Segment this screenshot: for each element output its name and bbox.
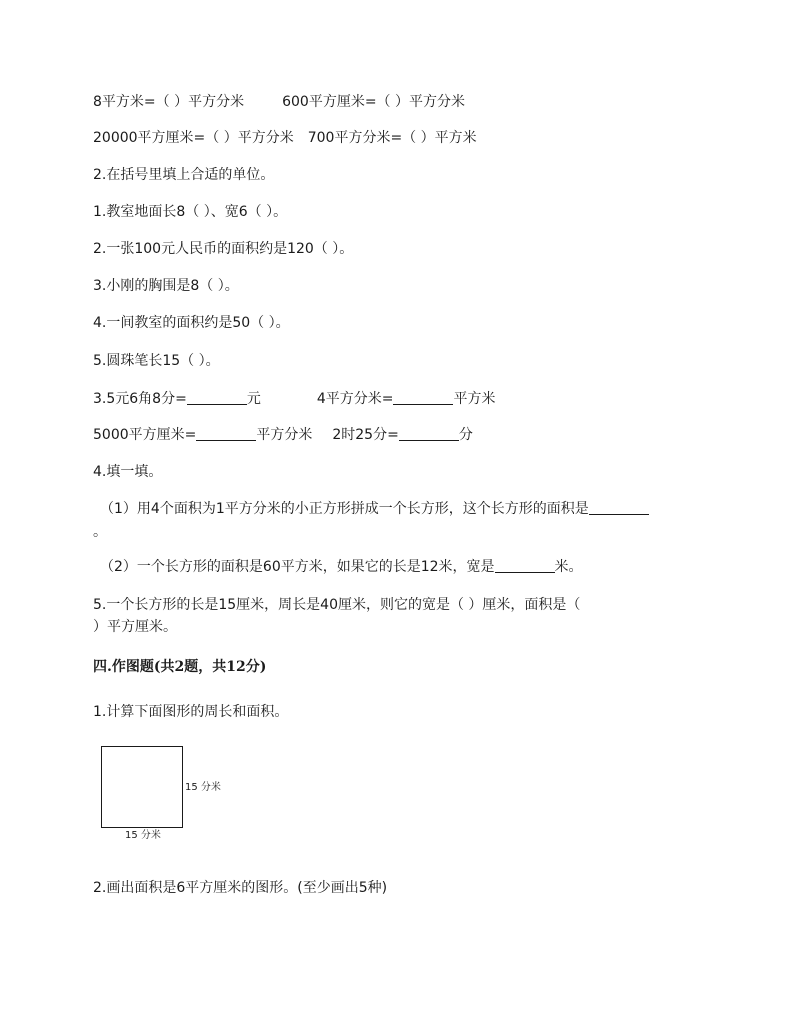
- question-2-item: 1.教室地面长8（ ）、宽6（ ）。: [93, 204, 288, 220]
- fill-prefix: 3.5元6角8分=: [93, 391, 187, 407]
- section-4-question-2: 2.画出面积是6平方厘米的图形。(至少画出5种): [93, 880, 388, 896]
- item-text: （2）一个长方形的面积是60平方米，如果它的长是12米，宽是: [100, 559, 495, 575]
- question-2-item: 3.小刚的胸围是8（ ）。: [93, 278, 239, 294]
- question-2-item: 4.一间教室的面积约是50（ ）。: [93, 315, 290, 331]
- question-2-item: 5.圆珠笔长15（ ）。: [93, 353, 220, 369]
- conversion-item: 20000平方厘米=（ ）平方分米: [93, 130, 294, 146]
- question-4-item-1: [100, 499, 649, 519]
- square-figure: [101, 746, 183, 828]
- question-4-item-1-end: 。: [93, 524, 107, 540]
- conversion-item: 700平方分米=（ ）平方米: [307, 130, 477, 146]
- fill-prefix: 2时25分=: [332, 427, 399, 443]
- question-3-row-2: [93, 425, 473, 445]
- conversion-item: 8平方米=（ ）平方分米: [93, 94, 245, 110]
- question-2-item: 2.一张100元人民币的面积约是120（ ）。: [93, 241, 354, 257]
- answer-blank[interactable]: [495, 558, 555, 573]
- answer-blank[interactable]: [196, 426, 256, 441]
- answer-blank[interactable]: [393, 390, 453, 405]
- section-heading: 四.作图题(共2题，共12分): [93, 659, 267, 675]
- item-text: 米。: [554, 559, 583, 575]
- question-5-line-1: 5.一个长方形的长是15厘米，周长是40厘米，则它的宽是（ ）厘米，面积是（: [93, 597, 581, 613]
- question-4-item-2: [100, 557, 583, 577]
- question-4-title: 4.填一填。: [93, 464, 163, 480]
- fill-prefix: 4平方分米=: [316, 391, 394, 407]
- answer-blank[interactable]: [399, 426, 459, 441]
- bottom-length-label: 15 分米: [125, 830, 161, 841]
- question-2-title: 2.在括号里填上合适的单位。: [93, 167, 275, 183]
- fill-suffix: 平方米: [453, 391, 496, 407]
- conversion-row-2: [93, 128, 477, 148]
- section-4-question-1: 1.计算下面图形的周长和面积。: [93, 704, 289, 720]
- conversion-item: 600平方厘米=（ ）平方分米: [282, 94, 465, 110]
- fill-prefix: 5000平方厘米=: [93, 427, 197, 443]
- conversion-row-1: [93, 92, 465, 112]
- question-5-line-2: ）平方厘米。: [93, 619, 177, 635]
- side-length-label: 15 分米: [185, 782, 221, 793]
- fill-suffix: 平方分米: [256, 427, 313, 443]
- question-3-row-1: [93, 389, 495, 409]
- answer-blank[interactable]: [589, 500, 649, 515]
- item-text: （1）用4个面积为1平方分米的小正方形拼成一个长方形，这个长方形的面积是: [100, 501, 589, 517]
- fill-suffix: 元: [246, 391, 261, 407]
- fill-suffix: 分: [458, 427, 473, 443]
- answer-blank[interactable]: [187, 390, 247, 405]
